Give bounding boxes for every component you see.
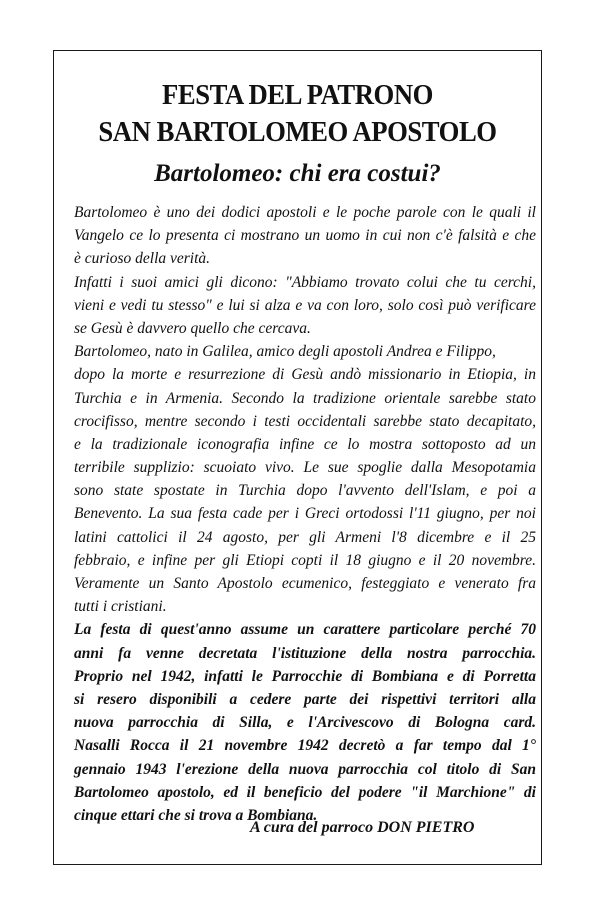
text-line: tutti i cristiani. bbox=[74, 598, 167, 616]
text-line: Benevento. La sua festa cade per i Greci ortodossi l'11 giugno, per noi bbox=[74, 505, 536, 523]
text-line: febbraio, e infine per gli Etiopi copti il 18 giugno e il 20 novembre. bbox=[74, 551, 536, 569]
text-line: se Gesù è davvero quello che cercava. bbox=[74, 319, 311, 337]
text-line: La festa di quest'anno assume un carattere particolare perché 70 bbox=[74, 621, 536, 639]
text-line: crocifisso, mentre secondo i testi occidentali sarebbe stato decapitato, bbox=[74, 412, 536, 430]
text-line: dopo la morte e resurrezione di Gesù andò missionario in Etiopia, in bbox=[74, 366, 536, 384]
text-line: Infatti i suoi amici gli dicono: "Abbiamo trovato colui che tu cerchi, bbox=[74, 273, 536, 291]
text-line: Vangelo ce lo presenta ci mostrano un uomo in cui non c'è falsità e che bbox=[74, 227, 536, 245]
text-line: Bartolomeo è uno dei dodici apostoli e le poche parole con le quali il bbox=[74, 204, 536, 221]
signature: A cura del parroco DON PIETRO bbox=[250, 819, 475, 836]
text-line: e la tradizionale iconografia infine ce lo mostra sottoposto ad un bbox=[74, 435, 536, 453]
text-line: si resero disponibili a cedere parte dei rispettivi territori alla bbox=[74, 690, 536, 708]
text-line: Veramente un Santo Apostolo ecumenico, festeggiato e venerato fra bbox=[74, 575, 536, 592]
text-line: anni fa venne decretata l'istituzione della nostra parrocchia. bbox=[74, 644, 536, 662]
text-line: vieni e vedi tu stesso" e lui si alza e va con loro, solo così può verificare bbox=[74, 296, 536, 314]
title-line-2: SAN BARTOLOMEO APOSTOLO bbox=[98, 116, 497, 148]
title-line-1: FESTA DEL PATRONO bbox=[162, 79, 433, 111]
text-line: Turchia e in Armenia. Secondo la tradizione orientale sarebbe stato bbox=[74, 389, 536, 407]
text-line: Proprio nel 1942, infatti le Parrocchie di Bombiana e di Porretta bbox=[74, 667, 536, 685]
text-line: gennaio 1943 l'erezione della nuova parrocchia col titolo di San bbox=[74, 760, 536, 778]
subtitle: Bartolomeo: chi era costui? bbox=[154, 160, 441, 187]
text-line: sono state spostate in Turchia dopo l'avvento dell'Islam, e poi a bbox=[74, 482, 536, 500]
text-line: cinque ettari che si trova a Bombiana. bbox=[74, 806, 318, 824]
text-line: è curioso della verità. bbox=[74, 250, 211, 268]
text-line: latini cattolici il 24 agosto, per gli Armeni l'8 dicembre e il 25 bbox=[74, 528, 536, 546]
text-line: terribile supplizio: scuoiato vivo. Le sue spoglie dalla Mesopotamia bbox=[74, 459, 536, 477]
text-line: Bartolomeo, nato in Galilea, amico degli apostoli Andrea e Filippo, bbox=[74, 343, 496, 361]
body-text bbox=[74, 201, 536, 827]
text-line: Bartolomeo apostolo, ed il beneficio del podere "il Marchione" di bbox=[74, 783, 536, 801]
text-line: Nasalli Rocca il 21 novembre 1942 decretò a far tempo dal 1° bbox=[74, 737, 536, 755]
text-line: nuova parrocchia di Silla, e l'Arcivescovo di Bologna card. bbox=[74, 714, 536, 732]
